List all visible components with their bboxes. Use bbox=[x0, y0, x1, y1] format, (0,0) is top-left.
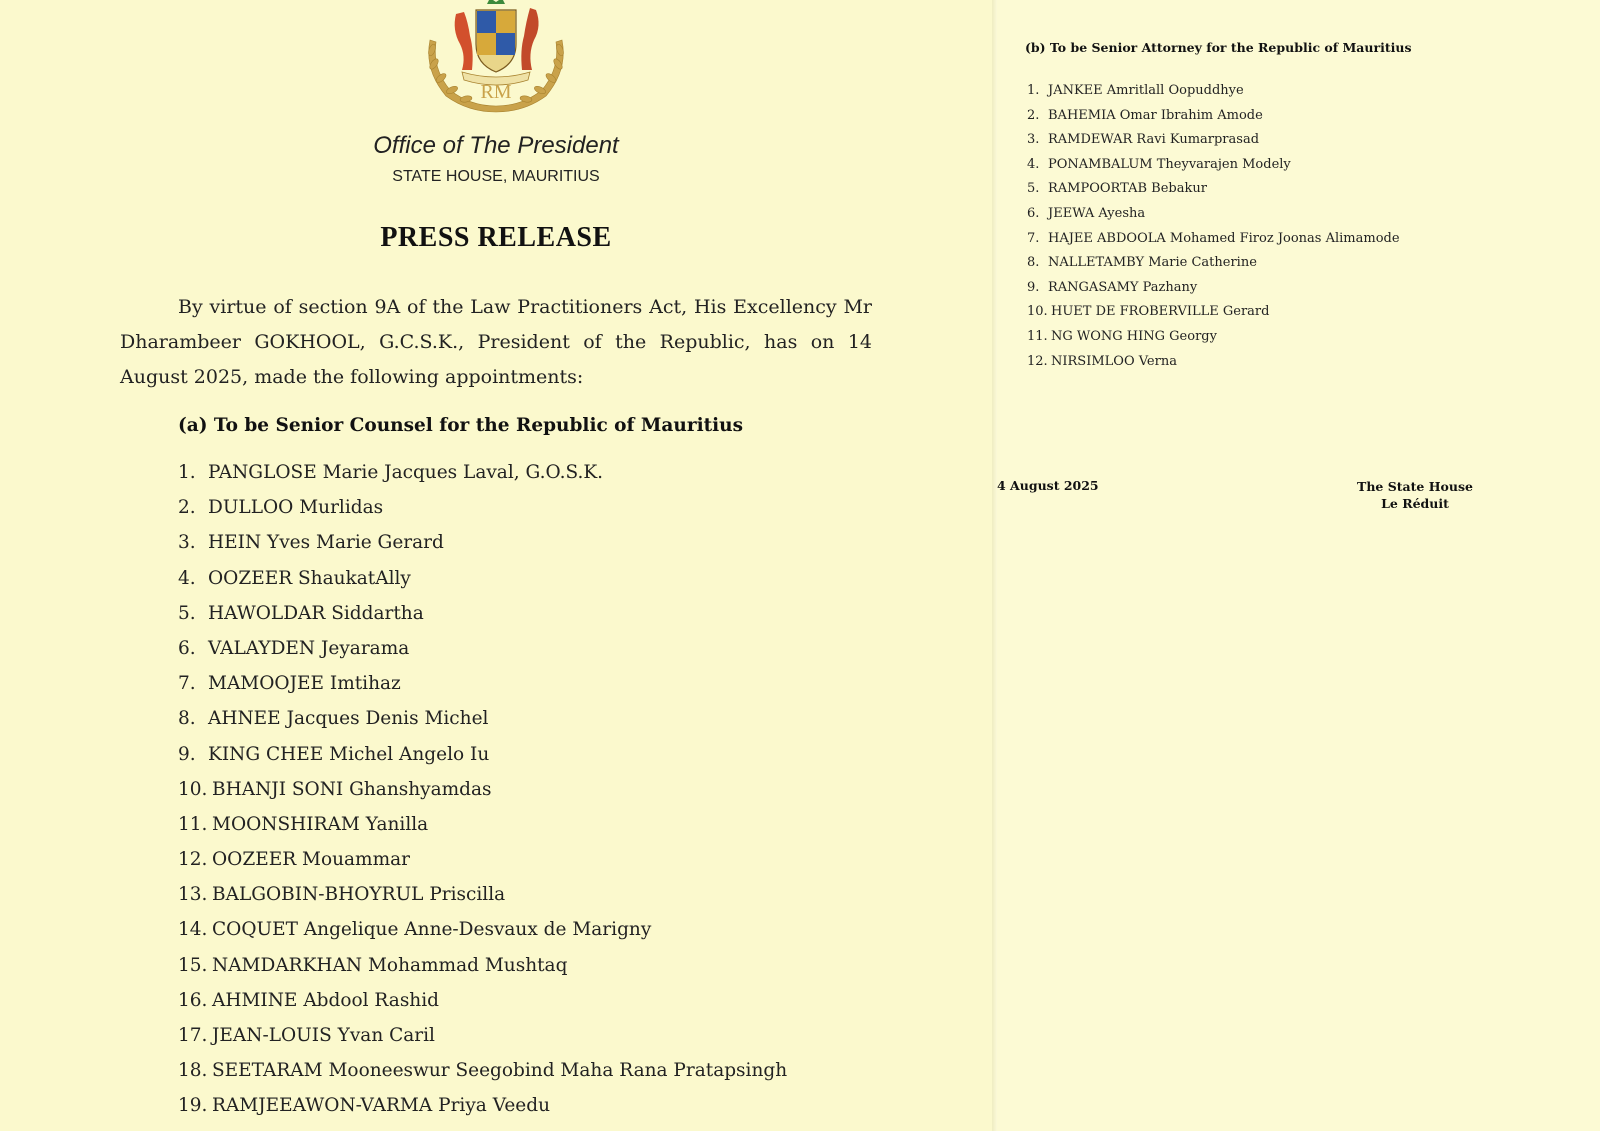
list-item: 3. RAMDEWAR Ravi Kumarprasad bbox=[1027, 132, 1260, 148]
list-item: 12. NIRSIMLOO Verna bbox=[1027, 353, 1177, 369]
list-item: 6. VALAYDEN Jeyarama bbox=[178, 637, 410, 659]
section-a-heading: (a) To be Senior Counsel for the Republic of Mauritius bbox=[178, 415, 744, 436]
office-title: Office of The President bbox=[373, 132, 619, 159]
emblem-letters: RM bbox=[480, 81, 512, 103]
list-item: 11. MOONSHIRAM Yanilla bbox=[178, 813, 429, 835]
place-line-1: The State House bbox=[1357, 479, 1473, 494]
list-item: 17. JEAN-LOUIS Yvan Caril bbox=[178, 1025, 435, 1046]
list-item: 2. BAHEMIA Omar Ibrahim Amode bbox=[1027, 107, 1263, 123]
issuing-place bbox=[1350, 478, 1480, 512]
list-item: 11. NG WONG HING Georgy bbox=[1027, 328, 1217, 344]
list-item: 12. OOZEER Mouammar bbox=[178, 849, 410, 871]
list-item: 18. SEETARAM Mooneeswur Seegobind Maha Rana Pratapsingh bbox=[178, 1060, 788, 1082]
list-item: 7. MAMOOJEE Imtihaz bbox=[178, 673, 401, 695]
list-item: 10. HUET DE FROBERVILLE Gerard bbox=[1027, 304, 1270, 320]
list-item: 1. JANKEE Amritlall Oopuddhye bbox=[1027, 83, 1244, 98]
list-item: 10. BHANJI SONI Ghanshyamdas bbox=[178, 778, 492, 800]
list-item: 9. RANGASAMY Pazhany bbox=[1027, 279, 1198, 295]
list-item: 9. KING CHEE Michel Angelo Iu bbox=[178, 743, 490, 765]
senior-attorney-list bbox=[1027, 83, 1400, 378]
release-date: 4 August 2025 bbox=[997, 478, 1099, 493]
list-item: 8. AHNEE Jacques Denis Michel bbox=[178, 708, 489, 730]
list-item: 5. RAMPOORTAB Bebakur bbox=[1027, 181, 1207, 197]
place-line-2: Le Réduit bbox=[1381, 496, 1449, 511]
list-item: 19. RAMJEEAWON-VARMA Priya Veedu bbox=[178, 1095, 551, 1117]
list-item: 14. COQUET Angelique Anne-Desvaux de Marigny bbox=[178, 919, 652, 941]
coat-of-arms-emblem bbox=[416, 0, 576, 116]
section-b-heading: (b) To be Senior Attorney for the Republic of Mauritius bbox=[1025, 40, 1412, 55]
list-item: 2. DULLOO Murlidas bbox=[178, 497, 384, 519]
list-item: 13. BALGOBIN-BHOYRUL Priscilla bbox=[178, 884, 506, 906]
list-item: 8. NALLETAMBY Marie Catherine bbox=[1027, 255, 1257, 271]
list-item: 4. OOZEER ShaukatAlly bbox=[178, 567, 411, 589]
list-item: 7. HAJEE ABDOOLA Mohamed Firoz Joonas Alimamode bbox=[1027, 230, 1400, 246]
list-item: 5. HAWOLDAR Siddartha bbox=[178, 602, 424, 624]
press-release-title: PRESS RELEASE bbox=[380, 222, 612, 253]
list-item: 4. PONAMBALUM Theyvarajen Modely bbox=[1027, 156, 1291, 172]
list-item: 15. NAMDARKHAN Mohammad Mushtaq bbox=[178, 954, 568, 976]
list-item: 6. JEEWA Ayesha bbox=[1027, 205, 1146, 221]
list-item: 1. PANGLOSE Marie Jacques Laval, G.O.S.K. bbox=[178, 462, 604, 483]
intro-paragraph: By virtue of section 9A of the Law Practitioners Act, His Excellency Mr Dharambeer GOKHOOL, G.C.S.K., President of the Republic, has on 14 August 2025, made the following appointments: bbox=[120, 296, 872, 388]
office-subtitle: STATE HOUSE, MAURITIUS bbox=[392, 168, 600, 185]
list-item: 16. AHMINE Abdool Rashid bbox=[178, 989, 439, 1011]
list-item: 3. HEIN Yves Marie Gerard bbox=[178, 532, 444, 554]
senior-counsel-list bbox=[178, 462, 787, 1131]
